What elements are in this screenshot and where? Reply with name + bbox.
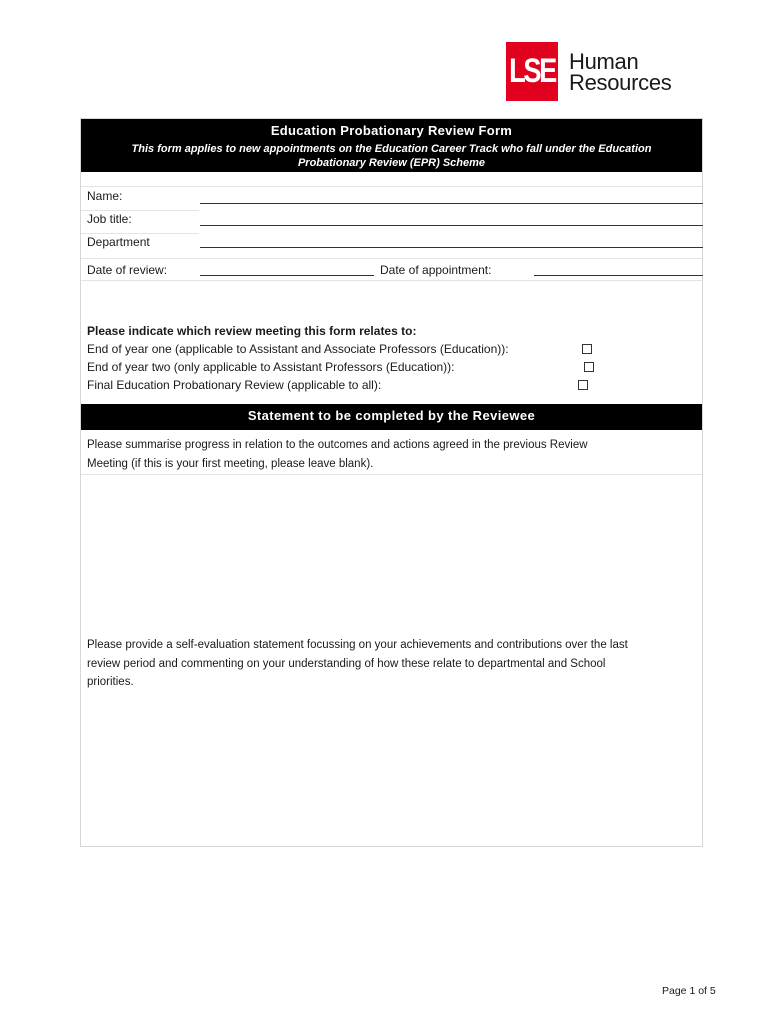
job-title-underline bbox=[200, 225, 703, 226]
form-subtitle bbox=[81, 142, 702, 170]
option-year-two-label: End of year two (only applicable to Assistant Professors (Education)): bbox=[87, 360, 455, 374]
date-of-review-label: Date of review: bbox=[87, 263, 168, 277]
option-final-checkbox[interactable] bbox=[578, 380, 588, 390]
progress-prompt-line1: Please summarise progress in relation to the outcomes and actions agreed in the previous Review bbox=[87, 439, 588, 451]
row-divider bbox=[81, 233, 199, 234]
row-divider bbox=[81, 280, 702, 281]
form-subtitle-line1: This form applies to new appointments on the Education Career Track who fall under the Education bbox=[131, 143, 652, 155]
date-of-review-underline bbox=[200, 275, 374, 276]
date-of-review-input[interactable] bbox=[201, 258, 373, 274]
logo-text-line1: Human bbox=[569, 48, 639, 74]
job-title-input[interactable] bbox=[201, 208, 703, 224]
progress-prompt-line2: Meeting (if this is your first meeting, please leave blank). bbox=[87, 457, 374, 470]
form-subtitle-line2: Probationary Review (EPR) Scheme bbox=[297, 157, 486, 169]
option-year-one-label: End of year one (applicable to Assistant and Associate Professors (Education)): bbox=[87, 342, 509, 356]
option-year-one-checkbox[interactable] bbox=[582, 344, 592, 354]
self-evaluation-prompt-line2: review period and commenting on your understanding of how these relate to departmental and School bbox=[87, 657, 606, 670]
progress-prompt bbox=[87, 436, 588, 473]
name-input[interactable] bbox=[201, 186, 703, 202]
department-label: Department bbox=[87, 235, 150, 249]
reviewee-section-title: Statement to be completed by the Reviewee bbox=[81, 404, 702, 430]
department-underline bbox=[200, 247, 703, 248]
self-evaluation-prompt-line1: Please provide a self-evaluation statement focussing on your achievements and contributions over the last bbox=[87, 639, 628, 651]
lse-hr-logo bbox=[506, 42, 671, 101]
row-divider bbox=[81, 210, 199, 211]
logo-text-line2: Resources bbox=[569, 69, 672, 95]
date-of-appointment-input[interactable] bbox=[535, 258, 703, 274]
self-evaluation-prompt bbox=[87, 636, 628, 692]
option-final-label: Final Education Probationary Review (applicable to all): bbox=[87, 378, 382, 392]
name-underline bbox=[200, 203, 703, 204]
form-header bbox=[81, 119, 702, 172]
logo-text bbox=[569, 48, 672, 95]
progress-response-textarea[interactable] bbox=[87, 479, 699, 633]
option-year-two-checkbox[interactable] bbox=[584, 362, 594, 372]
self-evaluation-textarea[interactable] bbox=[87, 697, 699, 843]
department-input[interactable] bbox=[201, 230, 703, 246]
row-divider bbox=[81, 474, 702, 475]
review-form bbox=[80, 118, 703, 847]
self-evaluation-prompt-line3: priorities. bbox=[87, 676, 134, 688]
page-number: Page 1 of 5 bbox=[662, 985, 716, 997]
form-title: Education Probationary Review Form bbox=[270, 123, 513, 138]
date-of-appointment-label: Date of appointment: bbox=[380, 263, 492, 277]
review-meeting-question: Please indicate which review meeting this form relates to: bbox=[87, 324, 417, 338]
job-title-label: Job title: bbox=[87, 212, 132, 226]
date-of-appointment-underline bbox=[534, 275, 703, 276]
lse-logo-mark: LSE bbox=[506, 42, 558, 101]
name-label: Name: bbox=[87, 189, 123, 203]
